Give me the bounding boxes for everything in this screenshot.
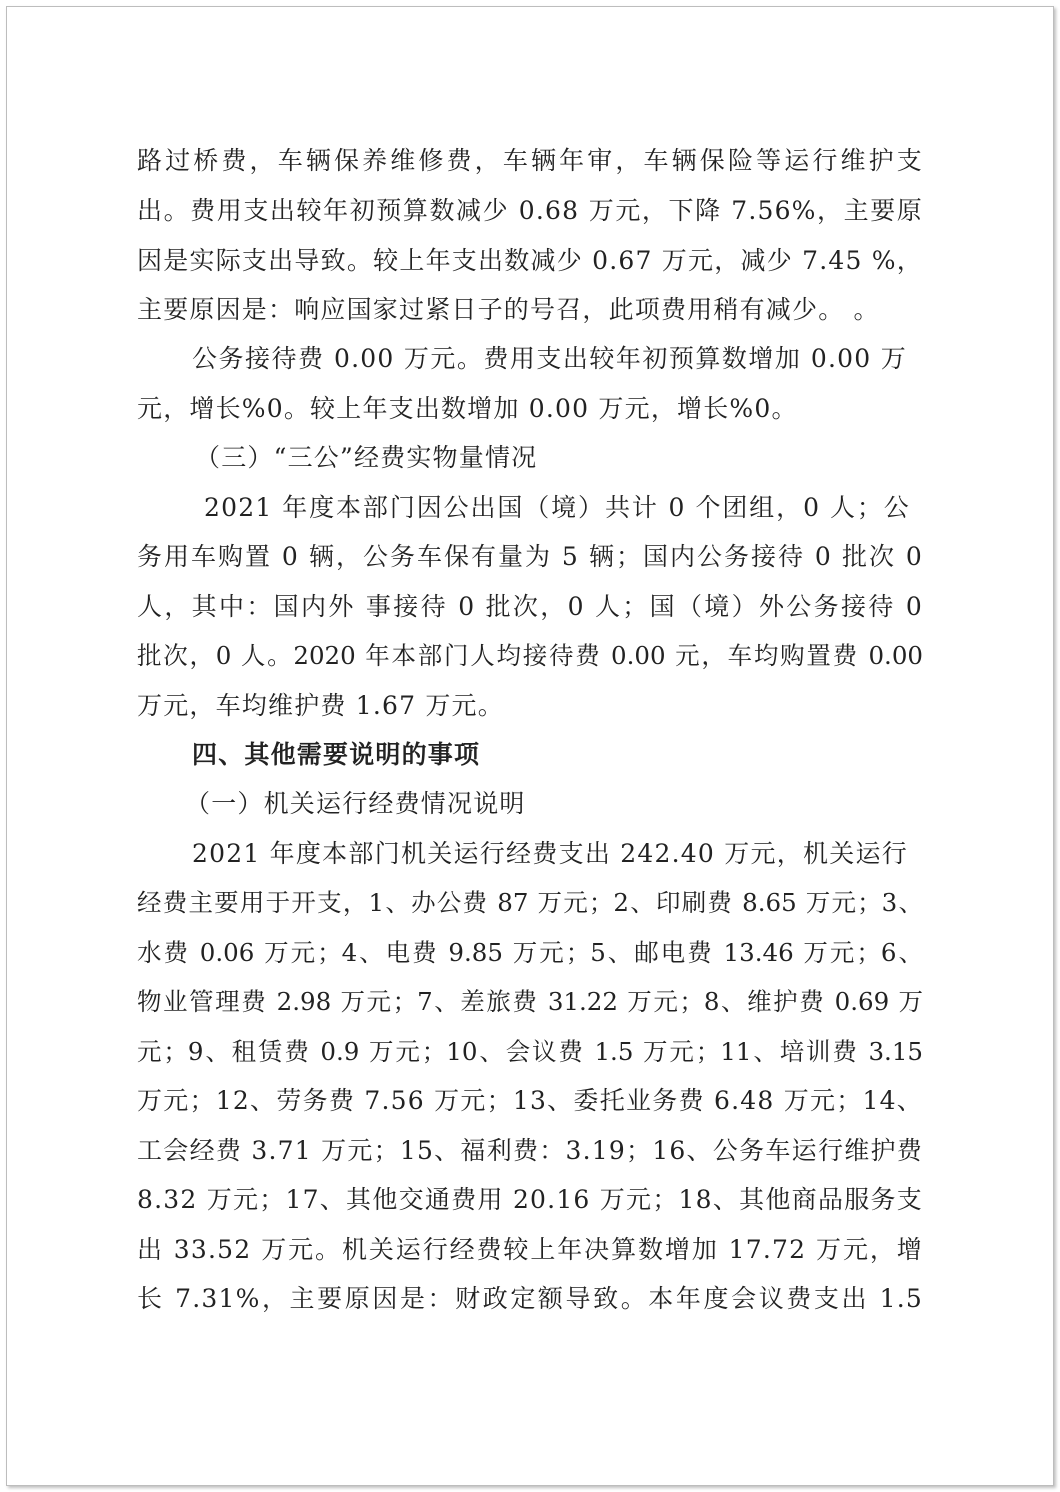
section-heading-san-gong-physical: （三）“三公”经费实物量情况 [195, 443, 538, 472]
text-line-23: 出 33.52 万元。机关运行经费较上年决算数增加 17.72 万元，增 [137, 1235, 923, 1264]
text-line-11: 批次，0 人。2020 年本部门人均接待费 0.00 元，车均购置费 0.00 [137, 641, 923, 670]
text-line-4: 主要原因是：响应国家过紧日子的号召，此项费用稍有减少。 。 [137, 295, 880, 324]
text-line-21: 工会经费 3.71 万元；15、福利费：3.19；16、公务车运行维护费 [137, 1136, 923, 1165]
text-line-15: 2021 年度本部门机关运行经费支出 242.40 万元，机关运行 [192, 839, 908, 868]
subsection-heading-operating-funds: （一）机关运行经费情况说明 [185, 789, 526, 818]
text-line-18: 物业管理费 2.98 万元；7、差旅费 31.22 万元；8、维护费 0.69 万 [137, 987, 923, 1016]
text-line-22: 8.32 万元；17、其他交通费用 20.16 万元；18、其他商品服务支 [137, 1185, 923, 1214]
section-heading-other-matters: 四、其他需要说明的事项 [192, 740, 481, 769]
text-line-6: 元，增长%0。较上年支出数增加 0.00 万元，增长%0。 [137, 394, 798, 423]
text-line-8: 2021 年度本部门因公出国（境）共计 0 个团组，0 人；公 [204, 493, 910, 522]
text-line-16: 经费主要用于开支，1、办公费 87 万元；2、印刷费 8.65 万元；3、 [137, 888, 923, 917]
text-line-19: 元；9、租赁费 0.9 万元；10、会议费 1.5 万元；11、培训费 3.15 [137, 1037, 923, 1066]
text-line-3: 因是实际支出导致。较上年支出数减少 0.67 万元，减少 7.45 %， [137, 246, 923, 275]
text-line-17: 水费 0.06 万元；4、电费 9.85 万元；5、邮电费 13.46 万元；6、 [137, 938, 923, 967]
text-line-9: 务用车购置 0 辆，公务车保有量为 5 辆；国内公务接待 0 批次 0 [137, 542, 923, 571]
text-line-24: 长 7.31%，主要原因是：财政定额导致。本年度会议费支出 1.5 [137, 1284, 923, 1313]
text-line-10: 人，其中：国内外 事接待 0 批次，0 人；国（境）外公务接待 0 [137, 592, 923, 621]
text-line-12: 万元，车均维护费 1.67 万元。 [137, 691, 504, 720]
text-line-2: 出。费用支出较年初预算数减少 0.68 万元，下降 7.56%，主要原 [137, 196, 923, 225]
text-line-1: 路过桥费，车辆保养维修费，车辆年审，车辆保险等运行维护支 [137, 146, 923, 175]
text-line-20: 万元；12、劳务费 7.56 万元；13、委托业务费 6.48 万元；14、 [137, 1086, 923, 1115]
text-line-5: 公务接待费 0.00 万元。费用支出较年初预算数增加 0.00 万 [192, 344, 907, 373]
